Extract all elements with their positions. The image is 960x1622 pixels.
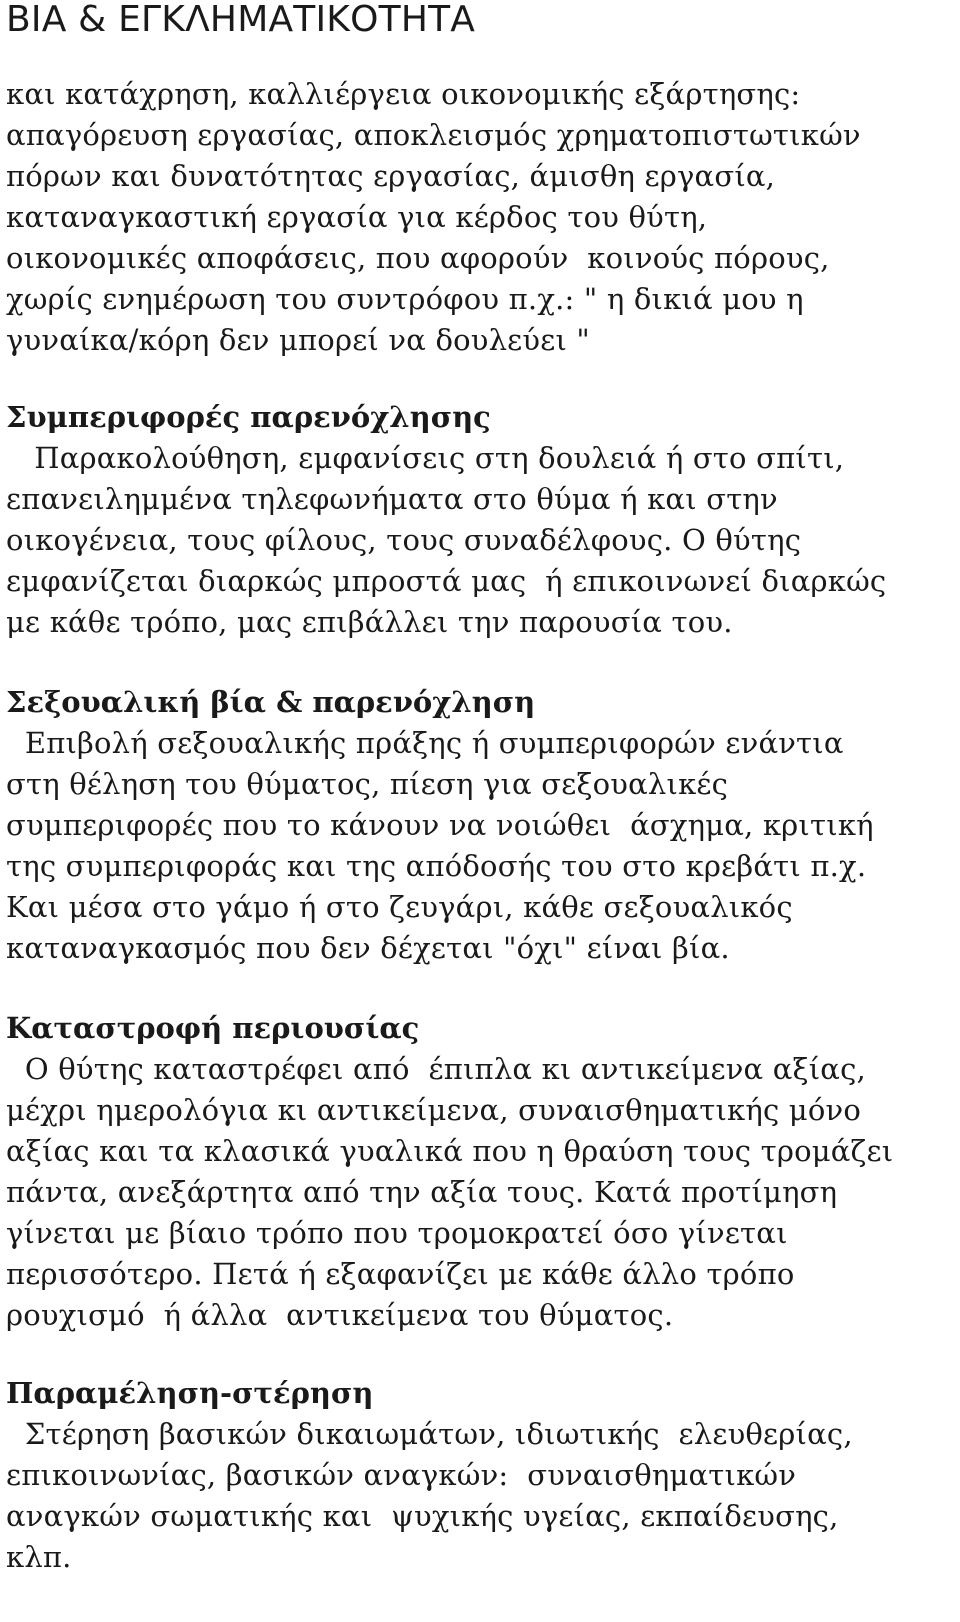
document-title: ΒΙΑ & ΕΓΚΛΗΜΑΤΙΚΟΤΗΤΑ <box>6 0 476 40</box>
paragraph-line: ρουχισμό ή άλλα αντικείμενα του θύματος. <box>6 1298 674 1332</box>
paragraph-line: απαγόρευση εργασίας, αποκλεισμός χρηματοπιστωτικών <box>6 118 861 152</box>
paragraph-line: στη θέληση του θύματος, πίεση για σεξουαλικές <box>6 767 729 801</box>
paragraph-line: κλπ. <box>6 1540 72 1574</box>
paragraph-line: επανειλημμένα τηλεφωνήματα στο θύμα ή και στην <box>6 482 778 516</box>
paragraph-line: και κατάχρηση, καλλιέργεια οικονομικής εξάρτησης: <box>6 77 801 111</box>
section-harassment <box>6 397 951 643</box>
paragraph-line: με κάθε τρόπο, μας επιβάλλει την παρουσία του. <box>6 605 733 639</box>
paragraph-line: καταναγκασμός που δεν δέχεται "όχι" είναι βία. <box>6 931 730 965</box>
intro-paragraph <box>6 74 951 361</box>
paragraph-line: καταναγκαστική εργασία για κέρδος του θύτη, <box>6 200 708 234</box>
section-heading: Σεξουαλική βία & παρενόχληση <box>6 685 536 719</box>
paragraph-line: περισσότερο. Πετά ή εξαφανίζει με κάθε άλλο τρόπο <box>6 1257 795 1291</box>
section-neglect-deprivation <box>6 1373 951 1578</box>
section-heading: Συμπεριφορές παρενόχλησης <box>6 400 491 434</box>
paragraph-line: αξίας και τα κλασικά γυαλικά που η θραύση τους τρομάζει <box>6 1134 894 1168</box>
paragraph-line: Παρακολούθηση, εμφανίσεις στη δουλειά ή στο σπίτι, <box>6 441 845 475</box>
paragraph-line: γίνεται με βίαιο τρόπο που τρομοκρατεί όσο γίνεται <box>6 1216 788 1250</box>
paragraph-line: Ο θύτης καταστρέφει από έπιπλα κι αντικείμενα αξίας, <box>6 1052 866 1086</box>
paragraph-line: εμφανίζεται διαρκώς μπροστά μας ή επικοινωνεί διαρκώς <box>6 564 887 598</box>
paragraph-line: Και μέσα στο γάμο ή στο ζευγάρι, κάθε σεξουαλικός <box>6 890 793 924</box>
paragraph-line: της συμπεριφοράς και της απόδοσής του στο κρεβάτι π.χ. <box>6 849 867 883</box>
section-property-destruction <box>6 1008 951 1336</box>
paragraph-line: οικογένεια, τους φίλους, τους συναδέλφους. Ο θύτης <box>6 523 802 557</box>
paragraph-line: συμπεριφορές που το κάνουν να νοιώθει άσχημα, κριτική <box>6 808 874 842</box>
paragraph-line: αναγκών σωματικής και ψυχικής υγείας, εκπαίδευσης, <box>6 1499 839 1533</box>
paragraph-line: Επιβολή σεξουαλικής πράξης ή συμπεριφορών ενάντια <box>6 726 844 760</box>
paragraph-line: Στέρηση βασικών δικαιωμάτων, ιδιωτικής ελευθερίας, <box>6 1417 853 1451</box>
paragraph-line: χωρίς ενημέρωση του συντρόφου π.χ.: " η δικιά μου η <box>6 282 804 316</box>
paragraph-line: μέχρι ημερολόγια κι αντικείμενα, συναισθηματικής μόνο <box>6 1093 861 1127</box>
paragraph-line: πόρων και δυνατότητας εργασίας, άμισθη εργασία, <box>6 159 776 193</box>
section-heading: Καταστροφή περιουσίας <box>6 1011 420 1045</box>
section-heading: Παραμέληση-στέρηση <box>6 1376 374 1410</box>
paragraph-line: οικονομικές αποφάσεις, που αφορούν κοινούς πόρους, <box>6 241 830 275</box>
document-page <box>6 0 951 1574</box>
paragraph-line: γυναίκα/κόρη δεν μπορεί να δουλεύει " <box>6 323 590 357</box>
paragraph-line: πάντα, ανεξάρτητα από την αξία τους. Κατά προτίμηση <box>6 1175 838 1209</box>
paragraph-line: επικοινωνίας, βασικών αναγκών: συναισθηματικών <box>6 1458 797 1492</box>
section-sexual-violence <box>6 682 951 969</box>
